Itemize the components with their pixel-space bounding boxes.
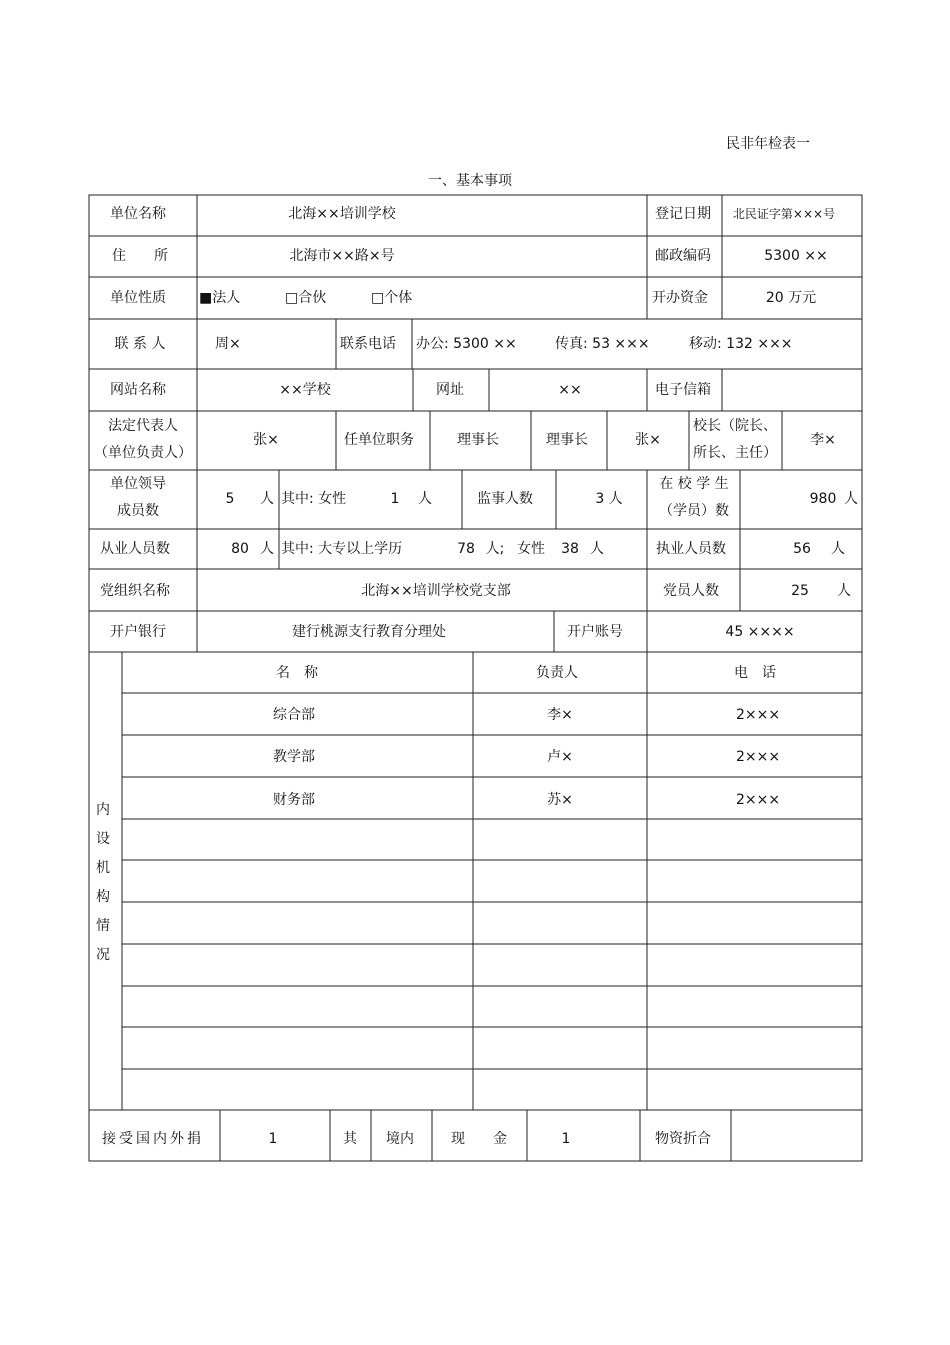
- leaders-count-unit: 人: [260, 491, 274, 507]
- licensed-label: 执业人员数: [656, 541, 726, 557]
- contact-label: 联 系 人: [114, 336, 166, 352]
- nature-individual-checkbox[interactable]: □个体: [371, 290, 413, 306]
- side-char: 况: [96, 947, 110, 963]
- leaders-label-line2: 成员数: [117, 503, 159, 519]
- licensed-count: 56: [793, 541, 811, 557]
- unit-name-label: 单位名称: [110, 206, 166, 222]
- staff-female-unit: 人: [590, 541, 604, 557]
- contact-phone-label: 联系电话: [340, 336, 396, 352]
- bank-account-value: 45 ××××: [725, 624, 795, 640]
- principal-label-line2: 所长、主任）: [693, 445, 777, 461]
- donations-cash-label: 现 金: [451, 1131, 507, 1147]
- form-code: 民非年检表一: [726, 136, 810, 152]
- dept-header-name: 名 称: [276, 665, 318, 681]
- side-char: 内: [96, 802, 110, 818]
- legal-rep-label-line1: 法定代表人: [108, 418, 178, 434]
- capital-label: 开办资金: [652, 290, 708, 306]
- staff-label: 从业人员数: [100, 541, 170, 557]
- position-value: 理事长: [457, 432, 499, 448]
- position-label: 任单位职务: [344, 432, 414, 448]
- staff-college-count: 78: [457, 541, 475, 557]
- leaders-female-count: 1: [390, 491, 400, 507]
- reg-date-value: 北民证字第×××号: [732, 207, 836, 221]
- website-url-label: 网址: [436, 382, 464, 398]
- bank-name: 建行桃源支行教育分理处: [292, 624, 446, 640]
- donations-label: 接受国内外捐: [102, 1131, 204, 1147]
- donations-domestic-label: 境内: [386, 1131, 414, 1147]
- party-members-unit: 人: [837, 583, 851, 599]
- address-label: 住 所: [112, 248, 168, 264]
- donations-total: 1: [268, 1131, 278, 1147]
- nature-legal-checkbox[interactable]: ■法人: [199, 290, 241, 306]
- licensed-unit: 人: [831, 541, 845, 557]
- side-char: 构: [96, 889, 110, 905]
- dept-header-head: 负责人: [536, 665, 578, 681]
- dept-row-head: 苏×: [547, 792, 573, 808]
- side-char: 情: [96, 918, 110, 934]
- students-label-line1: 在 校 学 生: [659, 476, 729, 492]
- website-name-label: 网站名称: [110, 382, 166, 398]
- students-unit: 人: [844, 491, 858, 507]
- principal-label-line1: 校长（院长、: [693, 418, 777, 434]
- principal-value: 李×: [810, 432, 836, 448]
- leaders-female-unit: 人: [418, 491, 432, 507]
- dept-row-name: 财务部: [273, 792, 315, 808]
- dept-header-phone: 电 话: [734, 665, 776, 681]
- section-title: 一、基本事项: [428, 173, 512, 189]
- chairman-label: 理事长: [546, 432, 588, 448]
- leaders-female-label: 其中: 女性: [281, 491, 347, 507]
- reg-date-label: 登记日期: [655, 206, 711, 222]
- contact-mobile: 移动: 132 ×××: [689, 336, 793, 352]
- contact-fax: 传真: 53 ×××: [555, 336, 650, 352]
- principal-label: [693, 413, 777, 467]
- nature-partnership-checkbox[interactable]: □合伙: [285, 290, 327, 306]
- legal-rep-label: [94, 413, 192, 467]
- supervisors-label: 监事人数: [477, 491, 533, 507]
- email-label: 电子信箱: [655, 382, 711, 398]
- website-name-value: ××学校: [279, 382, 331, 398]
- party-name: 北海××培训学校党支部: [361, 583, 511, 599]
- website-url-value: ××: [558, 382, 582, 398]
- side-char: 机: [96, 860, 110, 876]
- dept-row-name: 综合部: [273, 707, 315, 723]
- postcode-label: 邮政编码: [655, 248, 711, 264]
- nature-label: 单位性质: [110, 290, 166, 306]
- dept-row-phone: 2×××: [735, 707, 781, 723]
- staff-female-count: 38: [561, 541, 579, 557]
- address-value: 北海市××路×号: [289, 248, 395, 264]
- postcode-value: 5300 ××: [764, 248, 828, 264]
- unit-name-value: 北海××培训学校: [288, 206, 396, 222]
- dept-row-head: 李×: [547, 707, 573, 723]
- students-label-line2: （学员）数: [659, 503, 729, 519]
- donations-cash-value: 1: [561, 1131, 571, 1147]
- students-count: 980: [809, 491, 837, 507]
- contact-office-phone: 办公: 5300 ××: [416, 336, 517, 352]
- staff-college-unit: 人;: [485, 541, 505, 557]
- dept-row-head: 卢×: [547, 749, 573, 765]
- donations-qi: 其: [343, 1131, 357, 1147]
- staff-college-label: 其中: 大专以上学历: [281, 541, 403, 557]
- party-members-count: 25: [791, 583, 809, 599]
- party-label: 党组织名称: [100, 583, 170, 599]
- dept-row-name: 教学部: [273, 749, 315, 765]
- party-members-label: 党员人数: [663, 583, 719, 599]
- students-label: [659, 471, 729, 525]
- contact-name: 周×: [215, 336, 241, 352]
- staff-count-unit: 人: [260, 541, 274, 557]
- chairman-value: 张×: [635, 432, 661, 448]
- side-char: 设: [96, 831, 110, 847]
- staff-female-label: 女性: [517, 541, 545, 557]
- legal-rep-label-line2: （单位负责人）: [94, 445, 192, 461]
- leaders-label: [110, 471, 166, 525]
- capital-value: 20 万元: [765, 290, 817, 306]
- bank-account-label: 开户账号: [567, 624, 623, 640]
- staff-count: 80: [231, 541, 249, 557]
- leaders-count: 5: [225, 491, 235, 507]
- legal-rep-name: 张×: [253, 432, 279, 448]
- donations-goods-label: 物资折合: [655, 1131, 711, 1147]
- departments-side-label: [95, 796, 111, 970]
- dept-row-phone: 2×××: [735, 792, 781, 808]
- bank-label: 开户银行: [110, 624, 166, 640]
- dept-row-phone: 2×××: [735, 749, 781, 765]
- supervisors-count: 3 人: [595, 491, 623, 507]
- leaders-label-line1: 单位领导: [110, 476, 166, 492]
